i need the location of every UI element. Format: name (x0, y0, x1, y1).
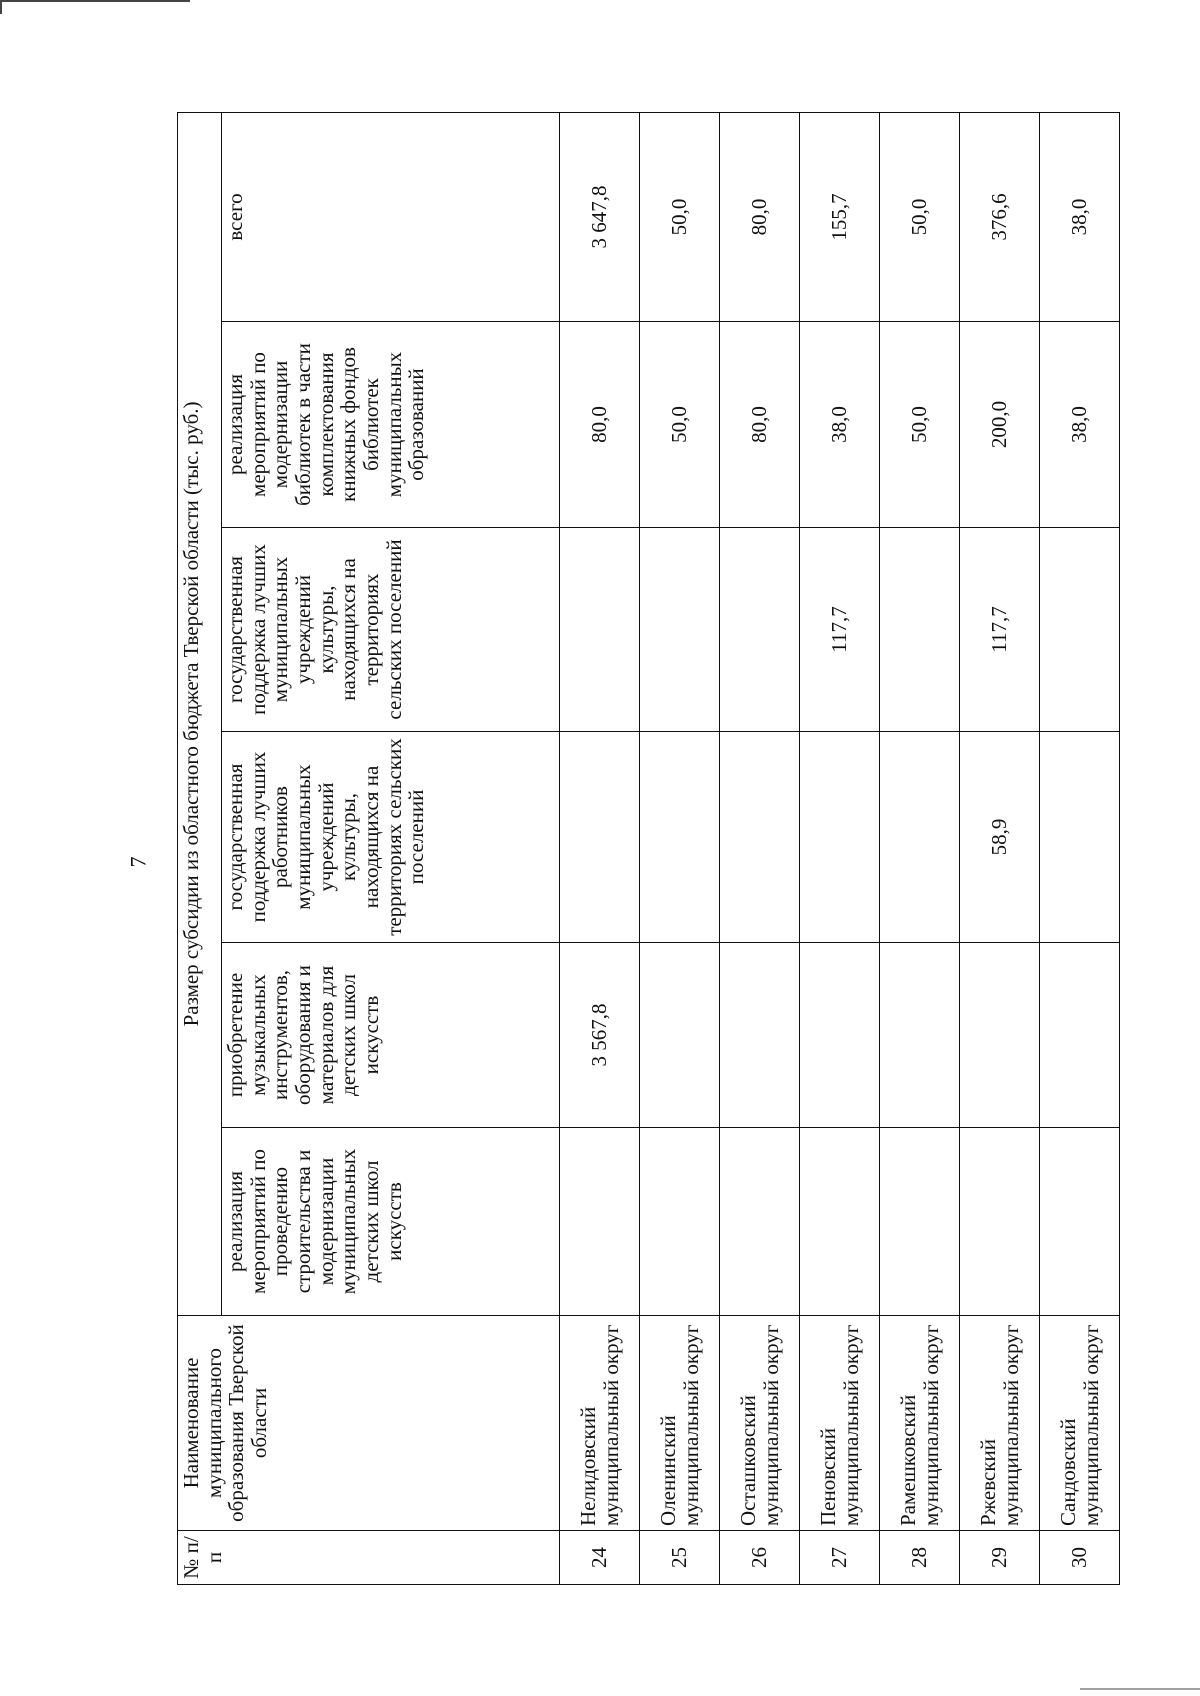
value-cell (640, 732, 720, 943)
value-cell (1040, 1128, 1120, 1316)
table-row (960, 112, 1040, 1584)
municipality-name: Ржевский муниципальный округ (960, 1316, 1040, 1531)
value-cell: 117,7 (960, 528, 1040, 732)
value-cell (800, 732, 880, 943)
value-cell (640, 528, 720, 732)
row-number: 26 (720, 1531, 800, 1585)
value-cell: 38,0 (1040, 322, 1120, 528)
header-col-libraries: реализация мероприятий по модернизации библиотек в части комплектования книжных фондов библиотек муниципальных образований (222, 322, 560, 528)
header-col-total: всего (222, 112, 560, 321)
value-cell (640, 943, 720, 1128)
value-cell: 50,0 (880, 322, 960, 528)
value-cell: 3 567,8 (560, 943, 640, 1128)
table-row (640, 112, 720, 1584)
table-row (800, 112, 880, 1584)
value-cell: 58,9 (960, 732, 1040, 943)
table-container (177, 113, 1120, 1585)
value-cell (560, 1128, 640, 1316)
row-number: 28 (880, 1531, 960, 1585)
value-cell (1040, 528, 1120, 732)
subsidy-table (177, 112, 1120, 1585)
value-cell (880, 1128, 960, 1316)
value-cell (800, 943, 880, 1128)
municipality-name: Сандовский муниципальный округ (1040, 1316, 1120, 1531)
value-cell (720, 732, 800, 943)
scan-artifact (1080, 1688, 1200, 1690)
value-cell (880, 528, 960, 732)
table-row (880, 112, 960, 1584)
value-cell (960, 1128, 1040, 1316)
header-col-workers-support: государственная поддержка лучших работников муниципальных учреждений культуры, находящихся на территориях сельских поселений (222, 732, 560, 943)
row-number: 29 (960, 1531, 1040, 1585)
value-cell: 38,0 (800, 322, 880, 528)
municipality-name: Оленинский муниципальный округ (640, 1316, 720, 1531)
municipality-name: Рамешковский муниципальный округ (880, 1316, 960, 1531)
value-cell: 50,0 (880, 112, 960, 321)
value-cell (880, 943, 960, 1128)
value-cell (720, 1128, 800, 1316)
value-cell: 50,0 (640, 322, 720, 528)
page-number: 7 (125, 856, 151, 868)
value-cell (800, 1128, 880, 1316)
table-row (1040, 112, 1120, 1584)
value-cell (960, 943, 1040, 1128)
header-group: Размер субсидии из областного бюджета Тверской области (тыс. руб.) (178, 112, 222, 1315)
table-row (560, 112, 640, 1584)
value-cell (880, 732, 960, 943)
header-col-construction: реализация мероприятий по проведению строительства и модернизации муниципальных детских школ искусств (222, 1128, 560, 1316)
value-cell: 117,7 (800, 528, 880, 732)
row-number: 27 (800, 1531, 880, 1585)
value-cell: 80,0 (720, 112, 800, 321)
table-row (720, 112, 800, 1584)
value-cell: 50,0 (640, 112, 720, 321)
value-cell: 200,0 (960, 322, 1040, 528)
header-name: Наименование муниципального образования Тверской области (178, 1316, 560, 1531)
municipality-name: Пеновский муниципальный округ (800, 1316, 880, 1531)
value-cell: 80,0 (720, 322, 800, 528)
value-cell: 3 647,8 (560, 112, 640, 321)
row-number: 24 (560, 1531, 640, 1585)
scan-artifact (0, 0, 2, 14)
value-cell: 80,0 (560, 322, 640, 528)
header-col-instruments: приобретение музыкальных инструментов, оборудования и материалов для детских школ искусств (222, 943, 560, 1128)
value-cell: 38,0 (1040, 112, 1120, 321)
scan-artifact (0, 0, 190, 2)
rotated-table-frame (177, 113, 1200, 1579)
municipality-name: Осташковский муниципальный округ (720, 1316, 800, 1531)
value-cell: 376,6 (960, 112, 1040, 321)
value-cell: 155,7 (800, 112, 880, 321)
value-cell (720, 528, 800, 732)
value-cell (640, 1128, 720, 1316)
value-cell (560, 732, 640, 943)
row-number: 25 (640, 1531, 720, 1585)
municipality-name: Нелидовский муниципальный округ (560, 1316, 640, 1531)
value-cell (720, 943, 800, 1128)
value-cell (1040, 943, 1120, 1128)
row-number: 30 (1040, 1531, 1120, 1585)
value-cell (560, 528, 640, 732)
header-num: № п/п (178, 1531, 560, 1585)
value-cell (1040, 732, 1120, 943)
header-col-institutions-support: государственная поддержка лучших муниципальных учреждений культуры, находящихся на территориях сельских поселений (222, 528, 560, 732)
